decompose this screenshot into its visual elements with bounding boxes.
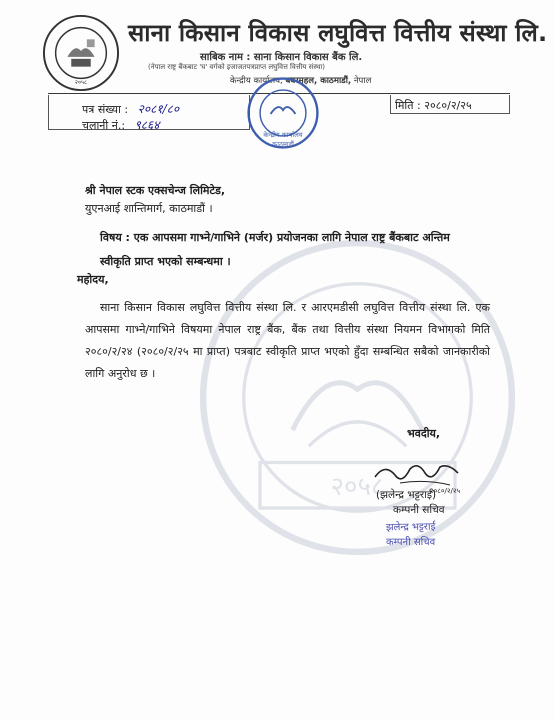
svg-text:केन्द्रीय कार्यालय: केन्द्रीय कार्यालय xyxy=(263,130,303,139)
svg-text:२०५८: २०५८ xyxy=(74,80,88,87)
address-prefix: केन्द्रीय कार्यालय, xyxy=(230,76,283,86)
org-name: साना किसान विकास लघुवित्त वित्तीय संस्था लि. xyxy=(128,19,548,47)
recipient-name: श्री नेपाल स्टक एक्सचेन्ज लिमिटेड, xyxy=(85,184,226,197)
recipient-address: युएनआई शान्तिमार्ग, काठमाडौं । xyxy=(85,202,213,215)
name-stamp: झलेन्द्र भट्टराई xyxy=(385,521,436,534)
letter-number-row xyxy=(82,100,179,117)
license-note: (नेपाल राष्ट्र बैंकबाट 'घ' वर्गको इजाजतपत्रप्राप्त लघुवित्त वित्तीय संस्था) xyxy=(148,63,326,71)
address-place: बबरमहल, काठमाडौं, xyxy=(285,76,352,86)
watermark-seal xyxy=(195,235,520,560)
closing: भवदीय, xyxy=(407,427,441,440)
letter-number-label: पत्र संख्या : xyxy=(82,103,129,116)
org-logo xyxy=(42,14,120,92)
svg-text:२०८०/२/२५: २०८०/२/२५ xyxy=(430,487,461,495)
signatory-title: कम्पनी सचिव xyxy=(393,504,445,516)
svg-text:२०५८: २०५८ xyxy=(330,472,385,502)
salutation: महोदय, xyxy=(77,273,109,286)
letter-body: साना किसान विकास लघुवित्त वित्तीय संस्था लि. र आरएमडीसी लघुवित्त वित्तीय संस्था लि. एक आपसमा गाभ्ने/गाभिने विषयमा नेपाल राष्ट्र बैंक, बैंक तथा वित्तीय संस्था नियमन विभागको मिति २०८०/२/२४ (२०८०/२/२५ मा प्राप्त) पत्रबाट स्वीकृति प्राप्त भएको हुँदा सम्बन्धित सबैको जानकारीको लागि अनुरोध छ । xyxy=(85,301,490,380)
dispatch-number-row xyxy=(82,116,160,133)
dispatch-number-label: चलानी नं.: xyxy=(82,119,126,132)
title-stamp: कम्पनी सचिव xyxy=(386,537,436,548)
letter-date: मिति : २०८०/२/२५ xyxy=(395,99,472,112)
address-country: नेपाल xyxy=(353,76,372,86)
dispatch-number-value: ९८६४ xyxy=(134,118,160,132)
office-stamp xyxy=(240,70,326,156)
former-name: साबिक नाम : साना किसान विकास बैंक लि. xyxy=(200,52,363,63)
subject-line: विषय : एक आपसमा गाभ्ने/गाभिने (मर्जर) प्रयोजनका लागि नेपाल राष्ट्र बैंकबाट अन्तिम स्वीकृति प्राप्त भएको सम्बन्धमा । xyxy=(100,231,450,268)
letter-number-value: २०८१/८० xyxy=(137,102,180,116)
signatory-name: (झलेन्द्र भट्टराई) xyxy=(376,489,437,501)
svg-text:काठमाडौं: काठमाडौं xyxy=(272,140,294,149)
